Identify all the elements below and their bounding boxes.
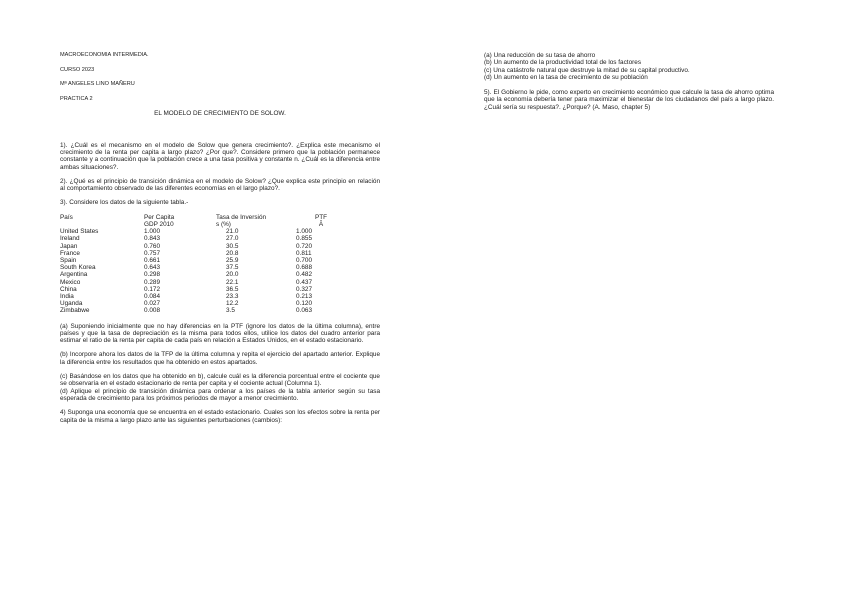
instructor-name: Mª ANGELES LINO MAÑERU xyxy=(60,81,135,88)
cell-investment: 36.5 xyxy=(226,285,239,293)
cell-gdp: 0.008 xyxy=(144,307,160,315)
cell-investment: 22.1 xyxy=(226,278,239,286)
cell-ptf: 0.437 xyxy=(296,278,312,286)
cell-investment: 20.0 xyxy=(226,271,239,279)
cell-country: South Korea xyxy=(60,264,96,272)
cell-ptf: 1.000 xyxy=(296,228,312,236)
question-1: 1). ¿Cuál es el mecanismo en el modelo de Solow que genera crecimiento?. ¿Explica este mecanismo el crecimiento de la renta per capita a largo plazo? ¿Por que?. Considere primero que la población permanece constante y a continuación que la población crece a una tasa positiva y constante n. ¿Cuál es la diferencia entre ambas situaciones?. xyxy=(60,141,380,171)
column-subheader-gdp: GDP 2010 xyxy=(144,220,174,228)
table-row xyxy=(60,293,346,300)
table-header-row xyxy=(60,214,346,221)
cell-country: Spain xyxy=(60,256,77,264)
cell-country: Mexico xyxy=(60,278,81,286)
table-row xyxy=(60,250,346,257)
course-title: MACROECONOMIA INTERMEDIA. xyxy=(60,52,149,58)
table-row xyxy=(60,235,346,242)
cell-investment: 25.9 xyxy=(226,256,239,264)
cell-ptf: 0.855 xyxy=(296,235,312,243)
cell-gdp: 1.000 xyxy=(144,228,160,236)
cell-ptf: 0.213 xyxy=(296,292,312,300)
cell-country: China xyxy=(60,285,77,293)
course-year: CURSO 2023 xyxy=(60,66,95,73)
column-header-country: País xyxy=(60,213,73,221)
cell-ptf: 0.482 xyxy=(296,271,312,279)
column-header-investment: Tasa de Inversión xyxy=(216,213,267,221)
cell-gdp: 0.298 xyxy=(144,271,160,279)
column-subheader-investment: s (%) xyxy=(216,220,231,228)
table-row xyxy=(60,279,346,286)
cell-country: United States xyxy=(60,228,99,236)
table-row xyxy=(60,228,346,235)
column-subheader-ptf: Ā xyxy=(318,220,324,228)
question-4-item-b: (b) Un aumento de la productividad total de los factores xyxy=(484,59,642,67)
cell-gdp: 0.757 xyxy=(144,249,160,257)
question-5: 5). El Gobierno le pide, como experto en crecimiento económico que calcule la tasa de ahorro optima que la economía debería tener para maximizar el bienestar de los ciudadanos del país a largo plazo. ¿Cuál sería su respuesta?. ¿Porque? (A. Maso, chapter 5) xyxy=(484,89,774,111)
table-row xyxy=(60,264,346,271)
cell-country: France xyxy=(60,249,80,257)
question-3c: (c) Basándose en los datos que ha obtenido en b), calcule cuál es la diferencia porcentual entre el cociente que se observaría en el estado estacionario de renta per capita y el cociente actual (Columna 1). xyxy=(60,373,380,388)
left-column xyxy=(60,52,380,431)
table-row xyxy=(60,300,346,307)
cell-country: Argentina xyxy=(60,271,88,279)
column-header-gdp: Per Capita xyxy=(144,213,175,221)
table-row xyxy=(60,271,346,278)
cell-investment: 23.3 xyxy=(226,292,239,300)
cell-country: Japan xyxy=(60,242,78,250)
cell-investment: 27.0 xyxy=(226,235,239,243)
cell-gdp: 0.760 xyxy=(144,242,160,250)
cell-ptf: 0.120 xyxy=(296,300,312,308)
cell-ptf: 0.811 xyxy=(296,249,312,257)
table-row xyxy=(60,307,346,314)
cell-gdp: 0.172 xyxy=(144,285,160,293)
cell-ptf: 0.720 xyxy=(296,242,312,250)
data-table xyxy=(60,214,346,315)
cell-gdp: 0.643 xyxy=(144,264,160,272)
cell-country: India xyxy=(60,292,74,300)
column-header-ptf: PTF xyxy=(314,213,328,221)
question-2: 2). ¿Qué es el principio de transición dinámica en el modelo de Solow? ¿Que explica este principio en relación al comportamiento observado de las diferentes economías en el largo plazo?. xyxy=(60,177,380,193)
practice-number: PRACTICA 2 xyxy=(60,95,93,102)
question-4-item-d: (d) Un aumento en la tasa de crecimiento de su población xyxy=(484,73,648,81)
document-title: EL MODELO DE CRECIMIENTO DE SOLOW. xyxy=(154,110,286,118)
cell-ptf: 0.688 xyxy=(296,264,312,272)
question-4-item-c: (c) Una catástrofe natural que destruye la mitad de su capital productivo. xyxy=(484,66,690,74)
cell-investment: 12.2 xyxy=(226,300,239,308)
column-subheader-country xyxy=(60,221,144,228)
question-4: 4) Suponga una economía que se encuentra en el estado estacionario. Cuales son los efectos sobre la renta per capita de la misma a largo plazo ante las siguientes perturbaciones (cambios): xyxy=(60,409,380,424)
table-row xyxy=(60,257,346,264)
cell-investment: 20.8 xyxy=(226,249,239,257)
cell-country: Zimbabwe xyxy=(60,307,90,315)
cell-gdp: 0.027 xyxy=(144,300,160,308)
cell-investment: 37.5 xyxy=(226,264,239,272)
cell-investment: 21.0 xyxy=(226,228,239,236)
cell-gdp: 0.661 xyxy=(144,256,160,264)
question-3b: (b) Incorpore ahora los datos de la TFP de la última columna y repita el ejercicio del apartado anterior. Explique la diferencia entre los resultados que ha obtenido en estos apartados. xyxy=(60,351,380,366)
cell-gdp: 0.084 xyxy=(144,292,160,300)
cell-ptf: 0.063 xyxy=(296,307,312,315)
cell-country: Ireland xyxy=(60,235,80,243)
question-3a: (a) Suponiendo inicialmente que no hay diferencias en la PTF (ignore los datos de la última columna), entre países y que la tasa de depreciación es la misma para todos ellos, utilice los datos del cuadro anterior para estimar el ratio de la renta per capita de cada país en relación a Estados Unidos, en el estado estacionario. xyxy=(60,322,380,345)
question-3-intro: 3). Considere los datos de la siguiente tabla.- xyxy=(60,199,189,207)
table-subheader-row xyxy=(60,221,346,228)
cell-ptf: 0.327 xyxy=(296,285,312,293)
cell-investment: 3.5 xyxy=(226,307,235,315)
table-row xyxy=(60,243,346,250)
right-column xyxy=(484,52,774,118)
table-row xyxy=(60,286,346,293)
cell-gdp: 0.843 xyxy=(144,235,160,243)
cell-country: Uganda xyxy=(60,300,83,308)
question-4-item-a: (a) Una reducción de su tasa de ahorro xyxy=(484,52,596,59)
cell-ptf: 0.700 xyxy=(296,256,312,264)
cell-investment: 30.5 xyxy=(226,242,239,250)
question-3d: (d) Aplique el principio de transición dinámica para ordenar a los países de la tabla anterior según su tasa esperada de crecimiento para los próximos periodos de mayor a menor crecimiento. xyxy=(60,387,380,402)
cell-gdp: 0.289 xyxy=(144,278,160,286)
